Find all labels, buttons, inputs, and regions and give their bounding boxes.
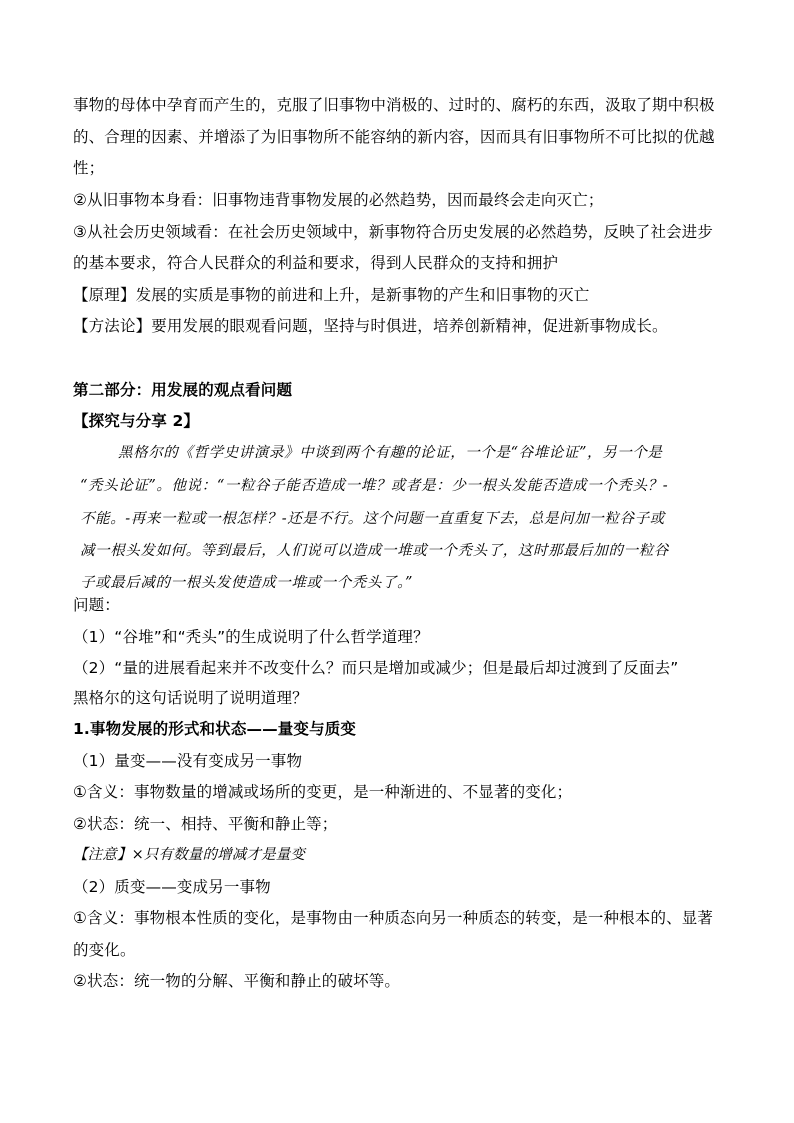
quantitative-change-heading: （1）量变——没有变成另一事物 [73, 752, 303, 770]
methodology-text: 【方法论】要用发展的眼观看问题，坚持与时俱进，培养创新精神，促进新事物成长。 [73, 317, 668, 335]
question-label: 问题： [73, 596, 120, 614]
quantitative-meaning: ①含义：事物数量的增减或场所的变更，是一种渐进的、不显著的变化； [73, 783, 573, 801]
part2-title: 第二部分：用发展的观点看问题 [73, 381, 293, 399]
explore-share-heading: 【探究与分享 2】 [73, 412, 200, 430]
quote-line: 不能。-再来一粒或一根怎样？-还是不行。这个问题一直重复下去，总是问加一粒谷子或 [80, 511, 665, 527]
qualitative-meaning-cont: 的变化。 [73, 941, 136, 959]
quantitative-note: 【注意】×只有数量的增减才是量变 [73, 847, 306, 863]
question-2-cont: 黑格尔的这句话说明了说明道理？ [73, 689, 308, 707]
quote-line: 减一根头发如何。等到最后，人们说可以造成一堆或一个秃头了，这时那最后加的一粒谷 [80, 543, 669, 559]
quote-line: 黑格尔的《哲学史讲演录》中谈到两个有趣的论证，一个是“谷堆论证”，另一个是 [118, 445, 663, 461]
principle-text: 【原理】发展的实质是事物的前进和上升，是新事物的产生和旧事物的灭亡 [73, 286, 590, 304]
quote-line: 子或最后减的一根头发使造成一堆或一个秃头了。” [80, 575, 413, 591]
body-text-line: 的、合理的因素、并增添了为旧事物所不能容纳的新内容，因而具有旧事物所不可比拟的优越 [73, 128, 715, 146]
point-social-history: ③从社会历史领域看：在社会历史领域中，新事物符合历史发展的必然趋势，反映了社会进步 [73, 223, 714, 241]
question-2: （2）“量的进展看起来并不改变什么？而只是增加或减少；但是最后却过渡到了反面去” [73, 659, 679, 677]
point-old-things: ②从旧事物本身看：旧事物违背事物发展的必然趋势，因而最终会走向灭亡； [73, 191, 604, 209]
section-heading: 1.事物发展的形式和状态——量变与质变 [73, 720, 357, 738]
quantitative-state: ②状态：统一、相持、平衡和静止等； [73, 815, 338, 833]
body-text-line: 事物的母体中孕育而产生的，克服了旧事物中消极的、过时的、腐朽的东西，汲取了期中积极 [73, 96, 715, 114]
qualitative-change-heading: （2）质变——变成另一事物 [73, 878, 271, 896]
qualitative-state: ②状态：统一物的分解、平衡和静止的破坏等。 [73, 972, 401, 990]
body-text-line: 性； [73, 159, 105, 177]
point-social-history-cont: 的基本要求，符合人民群众的利益和要求，得到人民群众的支持和拥护 [73, 254, 559, 272]
quote-line: “秃头论证”。他说：“一粒谷子能否造成一堆？或者是：少一根头发能否造成一个秃头？- [80, 478, 669, 494]
qualitative-meaning: ①含义：事物根本性质的变化，是事物由一种质态向另一种质态的转变，是一种根本的、显著 [73, 909, 714, 927]
question-1: （1）“谷堆”和“秃头”的生成说明了什么哲学道理？ [73, 628, 429, 646]
